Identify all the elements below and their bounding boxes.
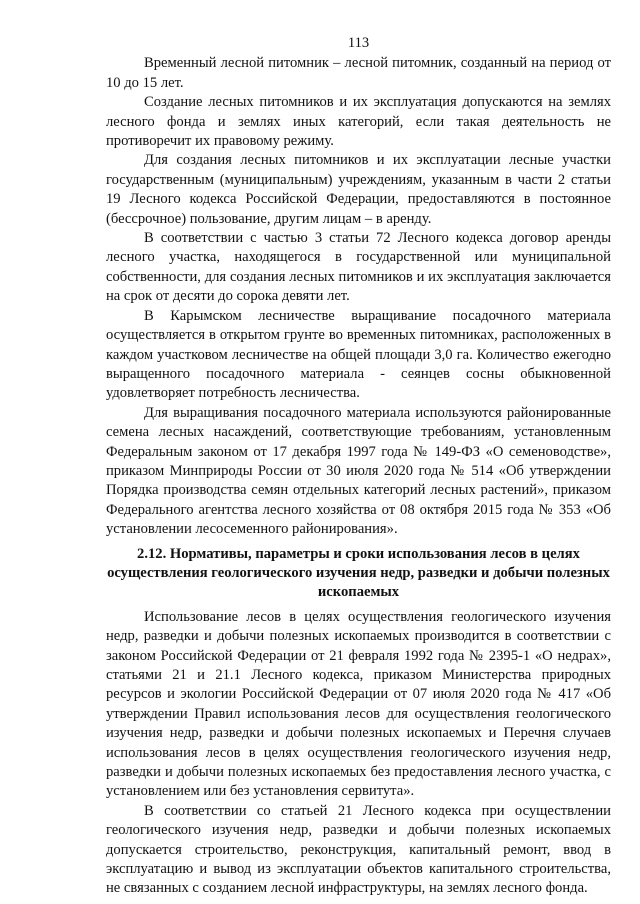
paragraph-nursery-creation: Создание лесных питомников и их эксплуатация допускаются на землях лесного фонда и землях иных категорий, если такая деятельность не противоречит их правовому режиму. [106, 94, 611, 150]
paragraph-geological-use: Использование лесов в целях осуществления геологического изучения недр, разведки и добычи полезных ископаемых производится в соответствии с законом Российской Федерации от 21 февраля 1992 года № 2395-1 «О недрах», статьями 21 и 21.1 Лесного кодекса, приказом Министерства природных ресурсов и экологии Российской Федерации от 07 июля 2020 года № 417 «Об утверждении Правил использования лесов для осуществления геологического изучения недр, разведки и добычи полезных ископаемых и Перечня случаев использования лесов в целях осуществления геологического изучения недр, разведки и добычи полезных ископаемых без предоставления лесного участка, с установлением или без установления сервитута». [106, 608, 611, 800]
paragraph-land-provision: Для создания лесных питомников и их эксплуатации лесные участки государственным (муниципальным) учреждениям, указанным в части 2 статьи 19 Лесного кодекса Российской Федерации, предоставляются в постоянное (бессрочное) пользование, другим лицам – в аренду. [106, 152, 611, 227]
paragraph-lease-term: В соответствии с частью 3 статьи 72 Лесного кодекса договор аренды лесного участка, находящегося в государственной или муниципальной собственности, для создания лесных питомников и их эксплуатация заключается на срок от десяти до сорока девяти лет. [106, 230, 611, 305]
page-number: 113 [347, 35, 370, 51]
section-heading: 2.12. Нормативы, параметры и сроки использования лесов в целях осуществления геологического изучения недр, разведки и добычи полезных ископаемых [107, 545, 610, 601]
paragraph-temporary-nursery: Временный лесной питомник – лесной питомник, созданный на период от 10 до 15 лет. [106, 55, 611, 91]
paragraph-construction-allowed: В соответствии со статьей 21 Лесного кодекса при осуществлении геологического изучения недр, разведки и добычи полезных ископаемых допускается строительство, реконструкция, капитальный ремонт, ввод в эксплуатацию и вывод из эксплуатации объектов капитального строительства, не связанных с созданием лесной инфраструктуры, на землях лесного фонда. [106, 802, 611, 897]
paragraph-karymskoe-forestry: В Карымском лесничестве выращивание посадочного материала осуществляется в открытом грунте во временных питомниках, расположенных в каждом участковом лесничестве на общей площади 3,0 га. Количество ежегодно выращенного посадочного материала - сеянцев сосны обыкновенной удовлетворяет потребность лесничества. [106, 307, 611, 402]
paragraph-seed-requirements: Для выращивания посадочного материала используются районированные семена лесных насаждений, соответствующие требованиям, установленным Федеральным законом от 17 декабря 1997 года № 149-ФЗ «О семеноводстве», приказом Минприроды России от 30 июля 2020 года № 514 «Об утверждении Порядка производства семян отдельных категорий лесных растений», приказом Федерального агентства лесного хозяйства от 08 октября 2015 года № 353 «Об установлении лесосеменного районирования». [106, 404, 611, 538]
document-page [106, 34, 611, 899]
